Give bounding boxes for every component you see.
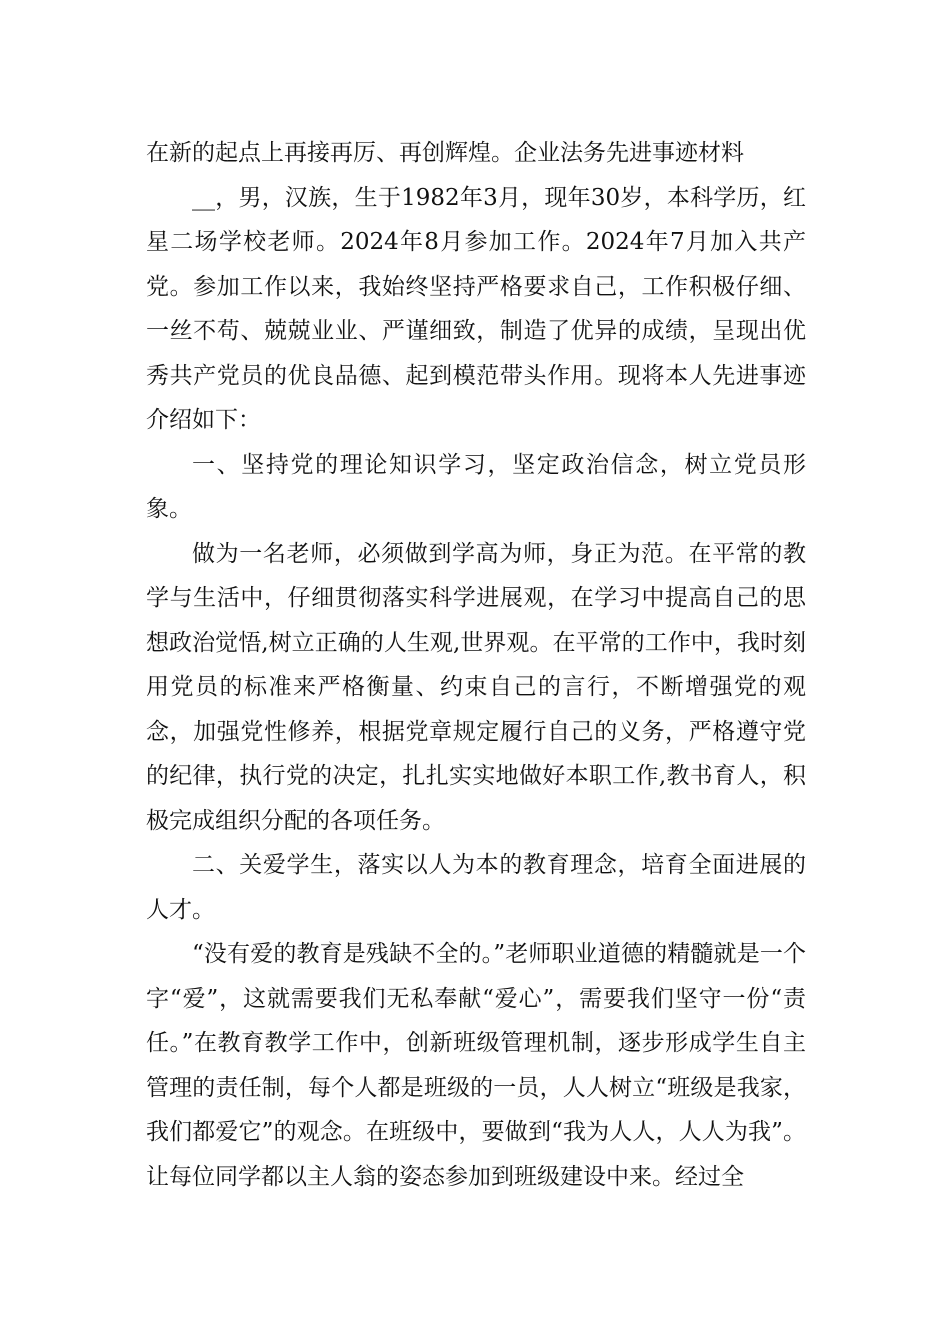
section-heading-1: 一、坚持党的理论知识学习，坚定政治信念，树立党员形象。 (146, 451, 806, 522)
section-heading-2: 二、关爱学生，落实以人为本的教育理念，培育全面进展的人才。 (146, 852, 806, 923)
document-body (146, 131, 806, 1199)
paragraph-personal-info: __，男，汉族，生于1982年3月，现年30岁，本科学历，红星二场学校老师。2024年8月参加工作。2024年7月加入共产党。参加工作以来，我始终坚持严格要求自己，工作积极仔细、一丝不苟、兢兢业业、严谨细致，制造了优异的成绩，呈现出优秀共产党员的优良品德、起到模范带头作用。现将本人先进事迹介绍如下： (146, 184, 806, 433)
paragraph-continuation: 在新的起点上再接再厉、再创辉煌。企业法务先进事迹材料 (146, 140, 744, 166)
paragraph-section-1: 做为一名老师，必须做到学高为师，身正为范。在平常的教学与生活中，仔细贯彻落实科学进展观，在学习中提高自己的思想政治觉悟,树立正确的人生观,世界观。在平常的工作中，我时刻用党员的标准来严格衡量、约束自己的言行，不断增强党的观念，加强党性修养，根据党章规定履行自己的义务，严格遵守党的纪律，执行党的决定，扎扎实实地做好本职工作,教书育人，积极完成组织分配的各项任务。 (146, 540, 806, 834)
paragraph-section-2: “没有爱的教育是残缺不全的。”老师职业道德的精髓就是一个字“爱”，这就需要我们无私奉献“爱心”，需要我们坚守一份“责任。”在教育教学工作中，创新班级管理机制，逐步形成学生自主管理的责任制，每个人都是班级的一员，人人树立“班级是我家，我们都爱它”的观念。在班级中，要做到“我为人人，人人为我”。让每位同学都以主人翁的姿态参加到班级建设中来。经过全 (146, 941, 806, 1190)
